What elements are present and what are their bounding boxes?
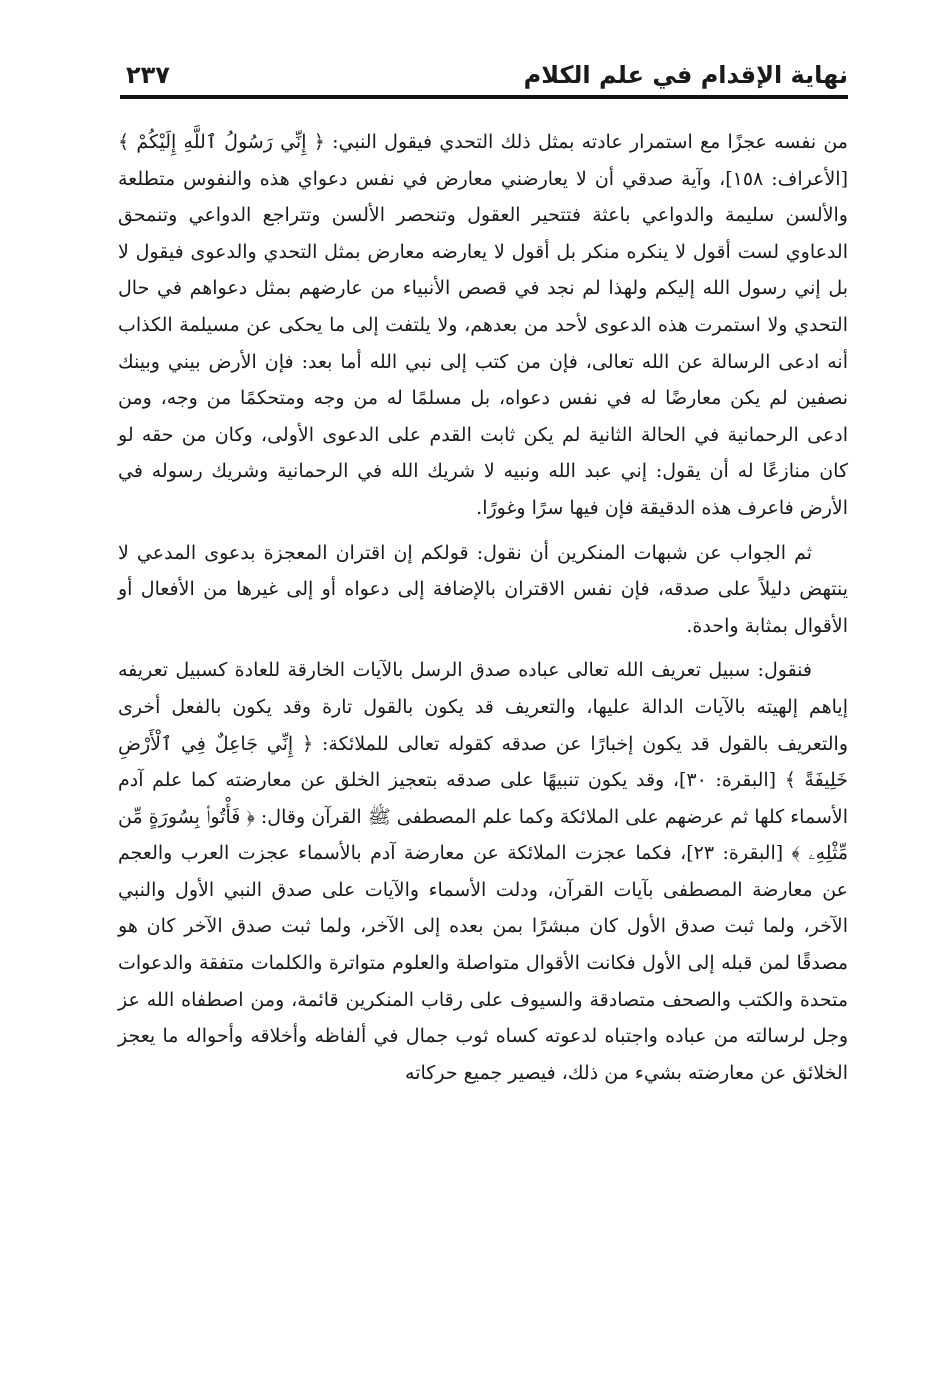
- header-rule: [120, 95, 848, 99]
- paragraph-2: ثم الجواب عن شبهات المنكرين أن نقول: قولكم إن اقتران المعجزة بدعوى المدعي لا ينتهض دليلاً على صدقه، فإن نفس الاقتران بالإضافة إلى دعواه أو إلى غيرها من الأفعال أو الأقوال بمثابة واحدة.: [118, 541, 848, 637]
- body-text: [118, 124, 848, 1099]
- paragraph-3: فنقول: سبيل تعريف الله تعالى عباده صدق الرسل بالآيات الخارقة للعادة كسبيل تعريفه إياهم إلهيته بالآيات الدالة عليها، والتعريف قد يكون بالقول تارة وقد يكون بالفعل أخرى والتعريف بالقول قد يكون إخبارًا عن صدقه كقوله تعالى للملائكة: ﴿ إِنِّي جَاعِلٌ فِي ٱلْأَرْضِ خَلِيفَةً ﴾ [البقرة: ٣٠]، وقد يكون تنبيهًا على صدقه بتعجيز الخلق عن معارضته كما علم آدم الأسماء كلها ثم عرضهم على الملائكة وكما علم المصطفى ﷺ القرآن وقال: ﴿ فَأْتُوا۟ بِسُورَةٍ مِّن مِّثْلِهِۦ ﴾ [البقرة: ٢٣]، فكما عجزت الملائكة عن معارضة آدم بالأسماء عجزت العرب والعجم عن معارضة المصطفى بآيات القرآن، ودلت الأسماء والآيات على صدق النبي الأول والنبي الآخر، ولما ثبت صدق الأول كان مبشرًا بمن بعده إلى الآخر، ولما ثبت صدق الآخر كان هو مصدقًا لمن قبله إلى الأول فكانت الأقوال متواصلة والعلوم متواترة والكلمات متفقة والدعوات متحدة والكتب والصحف متصادقة والسيوف على رقاب المنكرين قائمة، ومن اصطفاه الله عز وجل لرسالته من عباده واجتباه لدعوته كساه ثوب جمال في ألفاظه وأخلاقه وأحواله ما يعجز الخلائق عن معارضته بشيء من ذلك، فيصير جميع حركاته: [118, 659, 849, 1084]
- page-number: ٢٣٧: [126, 61, 170, 89]
- running-header: [120, 55, 848, 95]
- paragraph-1: من نفسه عجزًا مع استمرار عادته بمثل ذلك التحدي فيقول النبي: ﴿ إِنِّي رَسُولُ ٱللَّهِ إِلَيْكُمْ ﴾ [الأعراف: ١٥٨]، وآية صدقي أن لا يعارضني معارض في نفس دعواي هذه والنفوس متطلعة والألسن سليمة والدواعي باعثة فتتحير العقول وتنحصر الألسن وتتراجع الدواعي وتنمحق الدعاوي لست أقول لا ينكره منكر بل أقول لا يعارضه معارض بمثل التحدي والدعوى فيقول لا بل إني رسول الله إليكم ولهذا لم نجد في قصص الأنبياء من عارضهم بمثل دعواهم في حال التحدي ولا استمرت هذه الدعوى لأحد من بعدهم، ولا يلتفت إلى ما يحكى عن مسيلمة الكذاب أنه ادعى الرسالة عن الله تعالى، فإن من كتب إلى نبي الله أما بعد: فإن الأرض بيني وبينك نصفين لم يكن معارضًا له في نفس دعواه، بل مسلمًا له من وجه ومتحكمًا من وجه، ومن ادعى الرحمانية في الحالة الثانية لم يكن ثابت القدم على الدعوى الأولى، وكان من حقه لو كان منازعًا له أن يقول: إني عبد الله ونبيه لا شريك الله في الرحمانية وشريك رسوله في الأرض فاعرف هذه الدقيقة فإن فيها سرًا وغورًا.: [118, 131, 849, 519]
- book-title: نهاية الإقدام في علم الكلام: [523, 61, 848, 89]
